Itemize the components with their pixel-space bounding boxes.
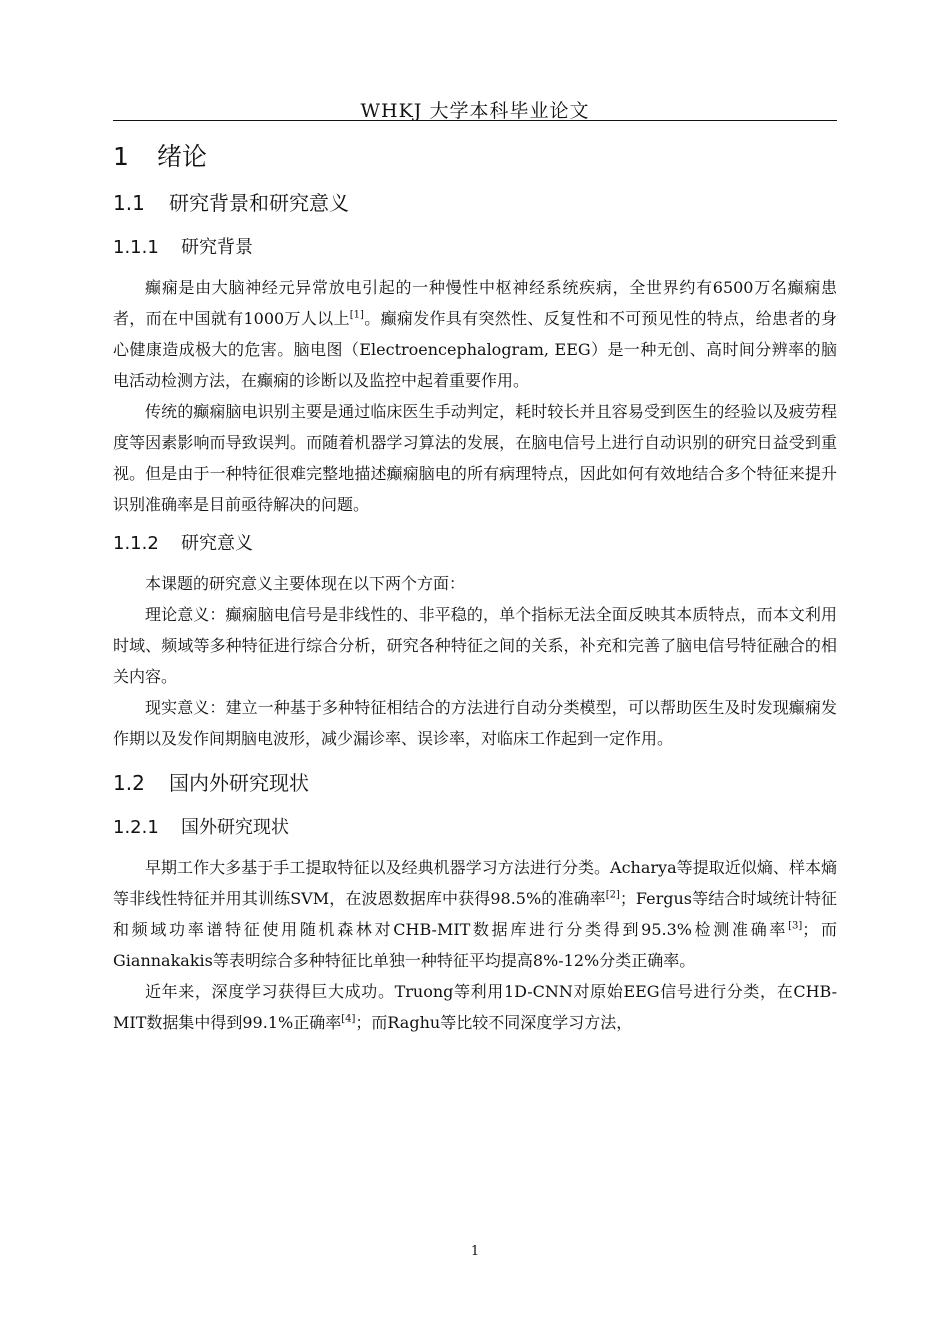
chapter-title: 绪论 (157, 142, 208, 171)
citation: [1] (349, 309, 364, 321)
paragraph-text: 近年来，深度学习获得巨大成功。Truong等利用1D-CNN对原始EEG信号进行分类，在CHB-MIT数据集中得到99.1%正确率 (113, 982, 837, 1032)
paragraph: 传统的癫痫脑电识别主要是通过临床医生手动判定，耗时较长并且容易受到医生的经验以及疲劳程度等因素影响而导致误判。而随着机器学习算法的发展，在脑电信号上进行自动识别的研究日益受到重视。但是由于一种特征很难完整地描述癫痫脑电的所有病理特点，因此如何有效地结合多个特征来提升识别准确率是目前亟待解决的问题。 (113, 402, 837, 514)
paragraph: 本课题的研究意义主要体现在以下两个方面： (145, 574, 466, 593)
chapter-heading (113, 138, 837, 176)
citation: [2] (605, 889, 620, 901)
section-title: 研究背景和研究意义 (169, 191, 349, 215)
section-number: 1.1 (113, 191, 145, 215)
subsection-number: 1.1.1 (113, 237, 159, 258)
paragraph (113, 852, 837, 976)
section-number: 1.2 (113, 771, 145, 795)
paragraph: 现实意义：建立一种基于多种特征相结合的方法进行自动分类模型，可以帮助医生及时发现癫痫发作期以及发作间期脑电波形，减少漏诊率、误诊率，对临床工作起到一定作用。 (113, 698, 837, 748)
paragraph-text: 癫痫是由大脑神经元异常放电引起的一种慢性中枢神经系统疾病，全世界约有6500万名癫痫患者，而在中国就有1000万人以上 (113, 278, 837, 328)
paragraph: 理论意义：癫痫脑电信号是非线性的、非平稳的，单个指标无法全面反映其本质特点，而本文利用时域、频域等多种特征进行综合分析，研究各种特征之间的关系，补充和完善了脑电信号特征融合的相关内容。 (113, 605, 837, 686)
paragraph-text: ；而Raghu等比较不同深度学习方法， (355, 1013, 633, 1032)
subsection-title: 研究背景 (181, 237, 253, 258)
citation: [4] (341, 1013, 356, 1025)
section-heading-1-2 (113, 768, 837, 798)
subsection-title: 国外研究现状 (181, 817, 289, 838)
subsection-title: 研究意义 (181, 533, 253, 554)
paragraph-text: 早期工作大多基于手工提取特征以及经典机器学习方法进行分类。Acharya等提取近似熵、样本熵等非线性特征并用其训练SVM，在波恩数据库中获得98.5%的准确率 (113, 858, 837, 908)
subsection-heading-1-1-1 (113, 234, 837, 262)
paragraph (113, 272, 837, 396)
section-title: 国内外研究现状 (169, 771, 309, 795)
subsection-number: 1.2.1 (113, 817, 159, 838)
subsection-heading-1-2-1 (113, 814, 837, 842)
paragraph-text: ；而Giannakakis等表明综合多种特征比单独一种特征平均提高8%-12%分类正确率。 (113, 920, 837, 970)
chapter-number: 1 (113, 142, 129, 171)
paragraph (113, 976, 837, 1038)
citation: [3] (788, 920, 803, 932)
section-heading-1-1 (113, 188, 837, 218)
paragraph-text: 。癫痫发作具有突然性、反复性和不可预见性的特点，给患者的身心健康造成极大的危害。脑电图（Electroencephalogram, EEG）是一种无创、高时间分辨率的脑电活动检测方法，在癫痫的诊断以及监控中起着重要作用。 (113, 309, 837, 390)
header-rule (113, 120, 837, 121)
page-header: WHKJ 大学本科毕业论文 (360, 100, 590, 122)
document-body (113, 138, 837, 1038)
subsection-heading-1-1-2 (113, 530, 837, 558)
paragraph-text: ；Fergus等结合时域统计特征和频域功率谱特征使用随机森林对CHB-MIT数据库进行分类得到95.3%检测准确率 (113, 889, 837, 939)
page-number: 1 (470, 1244, 480, 1259)
subsection-number: 1.1.2 (113, 533, 159, 554)
